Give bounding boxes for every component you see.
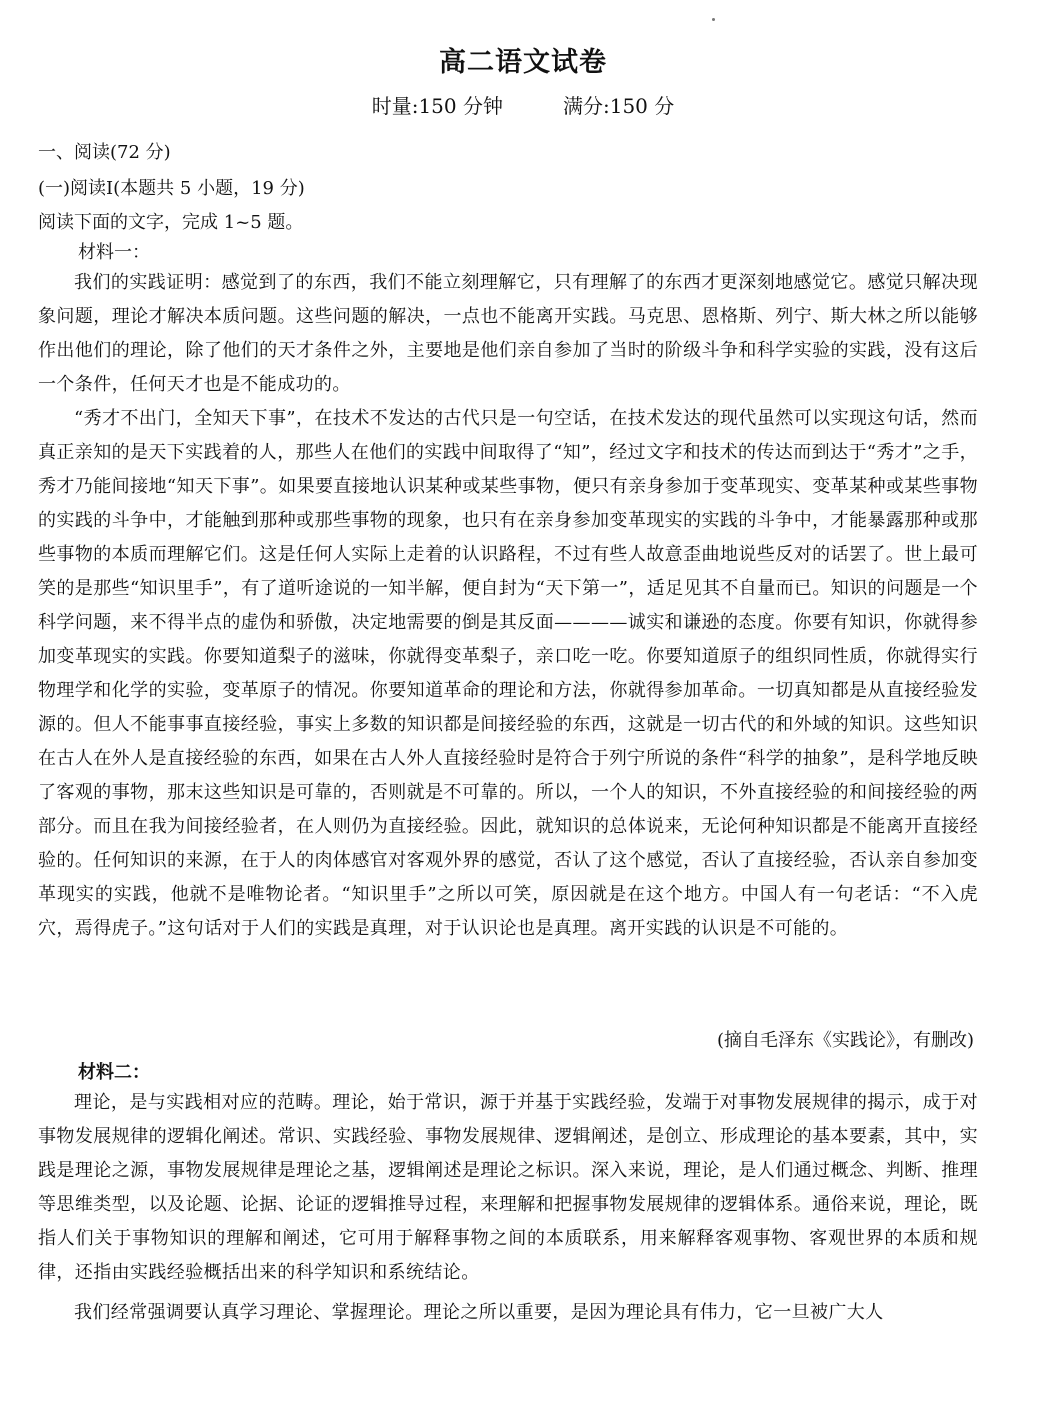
exam-meta (0, 90, 1046, 119)
section-heading: 一、阅读(72 分) (38, 142, 171, 163)
scan-speck (712, 18, 715, 21)
paragraph: 理论，是与实践相对应的范畴。理论，始于常识，源于并基于实践经验，发端于对事物发展规律的揭示，成于对事物发展规律的逻辑化阐述。常识、实践经验、事物发展规律、逻辑阐述，是创立、形成理论的基本要素，其中，实践是理论之源，事物发展规律是理论之基，逻辑阐述是理论之标识。深入来说，理论，是人们通过概念、判断、推理等思维类型，以及论题、论据、论证的逻辑推导过程，来理解和把握事物发展规律的逻辑体系。通俗来说，理论，既指人们关于事物知识的理解和阐述，它可用于解释事物之间的本质联系，用来解释客观事物、客观世界的本质和规律，还指由实践经验概括出来的科学知识和系统结论。 (38, 1092, 978, 1283)
paragraph: “秀才不出门，全知天下事”，在技术不发达的古代只是一句空话，在技术发达的现代虽然可以实现这句话，然而真正亲知的是天下实践着的人，那些人在他们的实践中间取得了“知”，经过文字和技术的传达而到达于“秀才”之手，秀才乃能间接地“知天下事”。如果要直接地认识某种或某些事物，便只有亲身参加于变革现实、变革某种或某些事物的实践的斗争中，才能触到那种或那些事物的现象，也只有在亲身参加变革现实的实践的斗争中，才能暴露那种或那些事物的本质而理解它们。这是任何人实际上走着的认识路程，不过有些人故意歪曲地说些反对的话罢了。世上最可笑的是那些“知识里手”，有了道听途说的一知半解，便自封为“天下第一”，适足见其不自量而已。知识的问题是一个科学问题，来不得半点的虚伪和骄傲，决定地需要的倒是其反面————诚实和谦逊的态度。你要有知识，你就得参加变革现实的实践。你要知道梨子的滋味，你就得变革梨子，亲口吃一吃。你要知道原子的组织同性质，你就得实行物理学和化学的实验，变革原子的情况。你要知道革命的理论和方法，你就得参加革命。一切真知都是从直接经验发源的。但人不能事事直接经验，事实上多数的知识都是间接经验的东西，这就是一切古代的和外域的知识。这些知识在古人在外人是直接经验的东西，如果在古人外人直接经验时是符合于列宁所说的条件“科学的抽象”，是科学地反映了客观的事物，那末这些知识是可靠的，否则就是不可靠的。所以，一个人的知识，不外直接经验的和间接经验的两部分。而且在我为间接经验者，在人则仍为直接经验。因此，就知识的总体说来，无论何种知识都是不能离开直接经验的。任何知识的来源，在于人的肉体感官对客观外界的感觉，否认了这个感觉，否认了直接经验，否认亲自参加变革现实的实践，他就不是唯物论者。“知识里手”之所以可笑，原因就是在这个地方。中国人有一句老话：“不入虎穴，焉得虎子。”这句话对于人们的实践是真理，对于认识论也是真理。离开实践的认识是不可能的。 (38, 408, 979, 939)
full-score: 满分:150 分 (563, 94, 675, 118)
paragraph: 我们的实践证明：感觉到了的东西，我们不能立刻理解它，只有理解了的东西才更深刻地感觉它。感觉只解决现象问题，理论才解决本质问题。这些问题的解决，一点也不能离开实践。马克思、恩格斯、列宁、斯大林之所以能够作出他们的理论，除了他们的天才条件之外，主要地是他们亲自参加了当时的阶级斗争和科学实验的实践，没有这后一个条件，任何天才也是不能成功的。 (38, 272, 978, 395)
time-limit: 时量:150 分钟 (371, 94, 503, 118)
material-1-source: (摘自毛泽东《实践论》，有删改) (716, 1030, 974, 1051)
material-1-label: 材料一： (78, 242, 150, 263)
instruction: 阅读下面的文字，完成 1~5 题。 (38, 212, 304, 233)
paragraph: 我们经常强调要认真学习理论、掌握理论。理论之所以重要，是因为理论具有伟力，它一旦被广大人 (74, 1302, 884, 1323)
material-1-body (38, 266, 978, 946)
subsection-heading: (一)阅读Ⅰ(本题共 5 小题，19 分) (38, 178, 305, 199)
material-2-label: 材料二： (78, 1062, 150, 1083)
exam-title: 高二语文试卷 (439, 47, 607, 78)
material-2-body (38, 1086, 978, 1330)
